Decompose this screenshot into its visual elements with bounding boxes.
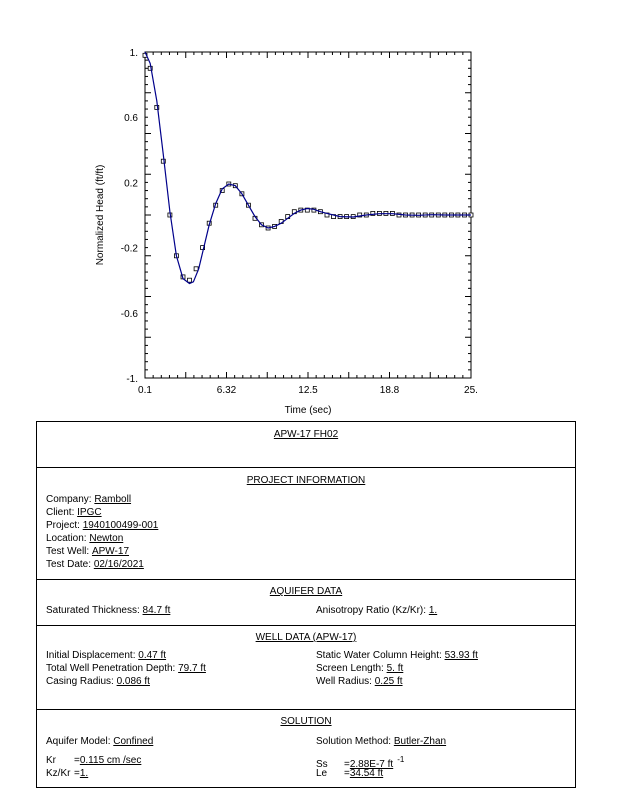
x-tick-label: 6.32 <box>216 385 237 396</box>
y-tick-label: -0.2 <box>120 243 138 255</box>
y-tick-label: -1. <box>126 374 138 385</box>
header-title: APW-17 FH02 <box>273 429 339 440</box>
test-date-row: Test Date: 02/16/2021 <box>46 559 144 570</box>
solution-method-row: Solution Method: Butler-Zhan <box>316 736 447 747</box>
x-tick-label: 0.1 <box>138 385 152 396</box>
y-tick-label: 0.2 <box>124 178 138 190</box>
divider <box>37 579 575 580</box>
y-tick-label: -0.6 <box>120 308 138 320</box>
location-row: Location: Newton <box>46 533 124 544</box>
x-tick-label: 12.5 <box>298 385 318 396</box>
test-well-row: Test Well: APW-17 <box>46 546 130 557</box>
divider <box>37 709 575 710</box>
initial-displacement-row: Initial Displacement: 0.47 ft <box>46 650 167 661</box>
ss-row: Ss =2.88E-7 ft $^{-1}$ <box>316 755 405 770</box>
x-tick-label: 18.8 <box>379 385 400 396</box>
project-section-title: PROJECT INFORMATION <box>246 475 366 486</box>
anisotropy-row: Anisotropy Ratio (Kz/Kr): 1. <box>316 605 438 616</box>
aquifer-model-row: Aquifer Model: Confined <box>46 736 154 747</box>
x-tick-labels <box>138 385 478 396</box>
saturated-thickness-row: Saturated Thickness: 84.7 ft <box>46 605 171 616</box>
well-radius-row: Well Radius: 0.25 ft <box>316 676 403 687</box>
water-column-row: Static Water Column Height: 53.93 ft <box>316 650 478 661</box>
divider <box>37 467 575 468</box>
x-tick-label: 25. <box>464 385 478 396</box>
y-tick-label: 0.6 <box>124 113 138 125</box>
le-row: Le =34.54 ft <box>316 768 384 779</box>
kr-row: Kr =0.115 cm /sec <box>46 755 142 766</box>
aquifer-section-title: AQUIFER DATA <box>269 586 343 597</box>
y-tick-label: 1. <box>129 48 138 59</box>
casing-radius-row: Casing Radius: 0.086 ft <box>46 676 150 687</box>
report-box <box>36 421 576 788</box>
company-row: Company: Ramboll <box>46 494 132 505</box>
solution-section-title: SOLUTION <box>280 716 332 727</box>
kz-kr-row: Kz/Kr =1. <box>46 768 89 779</box>
penetration-depth-row: Total Well Penetration Depth: 79.7 ft <box>46 663 206 674</box>
project-row: Project: 1940100499-001 <box>46 520 159 531</box>
y-axis-label: Normalized Head (ft/ft) <box>95 164 106 266</box>
observed-point <box>188 278 192 282</box>
client-row: Client: IPGC <box>46 507 102 518</box>
y-tick-labels <box>121 48 139 385</box>
x-axis-label: Time (sec) <box>284 405 332 416</box>
divider <box>37 625 575 626</box>
screen-length-row: Screen Length: 5. ft <box>316 663 404 674</box>
well-section-title: WELL DATA (APW-17) <box>255 632 357 643</box>
